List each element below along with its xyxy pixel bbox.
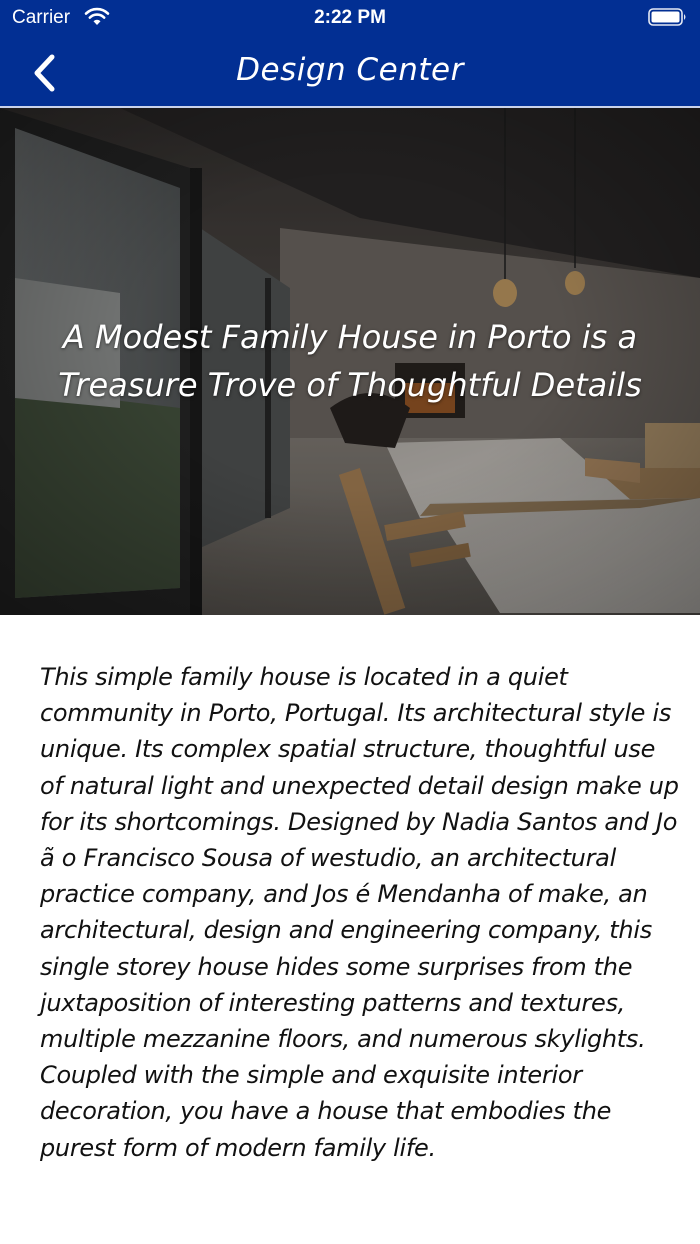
article-body: This simple family house is located in a quiet community in Porto, Portugal. Its architectural style is unique. Its complex spatial structure, thoughtful use of natural light and unexpected detail design make up for its shortcomings. Designed by Nadia Santos and Jo ã o Francisco Sousa of westudio, an architectural practice company, and Jos é Mendanha of make, an architectural, design and engineering company, this single storey house hides some surprises from the juxtaposition of interesting patterns and textures, multiple mezzanine floors, and numerous skylights. Coupled with the simple and exquisite interior decoration, you have a house that embodies the purest form of modern family life. xyxy=(40,663,679,1162)
header xyxy=(0,0,700,108)
battery-icon xyxy=(648,8,688,26)
status-time: 2:22 PM xyxy=(314,7,386,28)
page-title: Design Center xyxy=(236,52,464,88)
hero-title: A Modest Family House in Porto is a Treasure Trove of Thoughtful Details xyxy=(58,318,642,404)
nav-bar xyxy=(0,36,700,108)
status-bar xyxy=(0,0,700,36)
hero-banner xyxy=(0,108,700,615)
carrier-label: Carrier xyxy=(12,7,71,28)
